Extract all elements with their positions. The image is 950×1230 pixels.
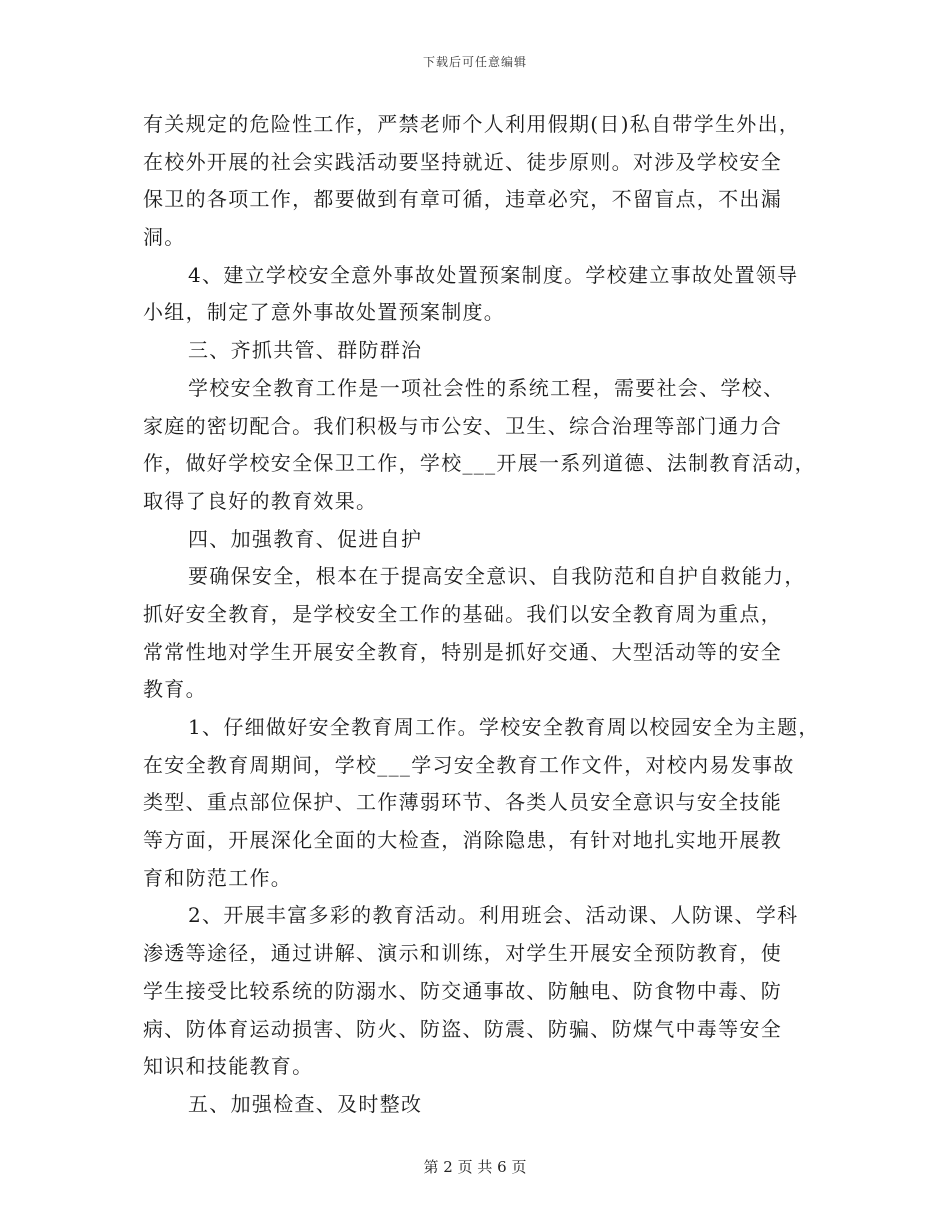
text-line: 育和防范工作。 <box>143 865 293 890</box>
text-line: 等方面，开展深化全面的大检查，消除隐患，有针对地扎实地开展教 <box>143 828 782 853</box>
text-line: 作，做好学校安全保卫工作，学校___开展一系列道德、法制教育活动， <box>143 451 816 476</box>
page-header: 下载后可任意编辑 <box>422 55 527 69</box>
text-line: 常常性地对学生开展安全教育，特别是抓好交通、大型活动等的安全 <box>143 639 782 664</box>
text-line: 家庭的密切配合。我们积极与市公安、卫生、综合治理等部门通力合 <box>143 413 782 438</box>
section-heading: 四、加强教育、促进自护 <box>188 526 423 551</box>
text-line: 在安全教育周期间，学校___学习安全教育工作文件，对校内易发事故 <box>143 752 795 777</box>
text-line: 2、开展丰富多彩的教育活动。利用班会、活动课、人防课、学科 <box>188 903 799 928</box>
page-footer: 第 2 页 共 6 页 <box>423 1158 527 1176</box>
text-line: 渗透等途径，通过讲解、演示和训练，对学生开展安全预防教育，使 <box>143 941 782 966</box>
document-body <box>143 106 823 1124</box>
text-line: 教育。 <box>143 677 207 702</box>
text-line: 抓好安全教育，是学校安全工作的基础。我们以安全教育周为重点， <box>143 601 782 626</box>
text-line: 要确保安全，根本在于提高安全意识、自我防范和自护自救能力， <box>188 564 806 589</box>
text-line: 类型、重点部位保护、工作薄弱环节、各类人员安全意识与安全技能 <box>143 790 782 815</box>
section-heading: 五、加强检查、及时整改 <box>188 1091 423 1116</box>
text-line: 洞。 <box>143 225 186 250</box>
text-line: 小组，制定了意外事故处置预案制度。 <box>143 300 506 325</box>
text-line: 学生接受比较系统的防溺水、防交通事故、防触电、防食物中毒、防 <box>143 978 782 1003</box>
text-line: 取得了良好的教育效果。 <box>143 488 378 513</box>
text-line: 4、建立学校安全意外事故处置预案制度。学校建立事故处置领导 <box>188 262 799 287</box>
text-line: 1、仔细做好安全教育周工作。学校安全教育周以校园安全为主题， <box>188 715 820 739</box>
text-line: 知识和技能教育。 <box>143 1054 314 1079</box>
text-line: 有关规定的危险性工作，严禁老师个人利用假期(日)私自带学生外出， <box>143 112 801 136</box>
text-line: 在校外开展的社会实践活动要坚持就近、徒步原则。对涉及学校安全 <box>143 149 782 174</box>
text-line: 病、防体育运动损害、防火、防盗、防震、防骗、防煤气中毒等安全 <box>143 1016 782 1041</box>
text-line: 学校安全教育工作是一项社会性的系统工程，需要社会、学校、 <box>188 375 785 400</box>
text-line: 保卫的各项工作，都要做到有章可循，违章必究，不留盲点，不出漏 <box>143 187 782 212</box>
section-heading: 三、齐抓共管、群防群治 <box>188 338 423 363</box>
